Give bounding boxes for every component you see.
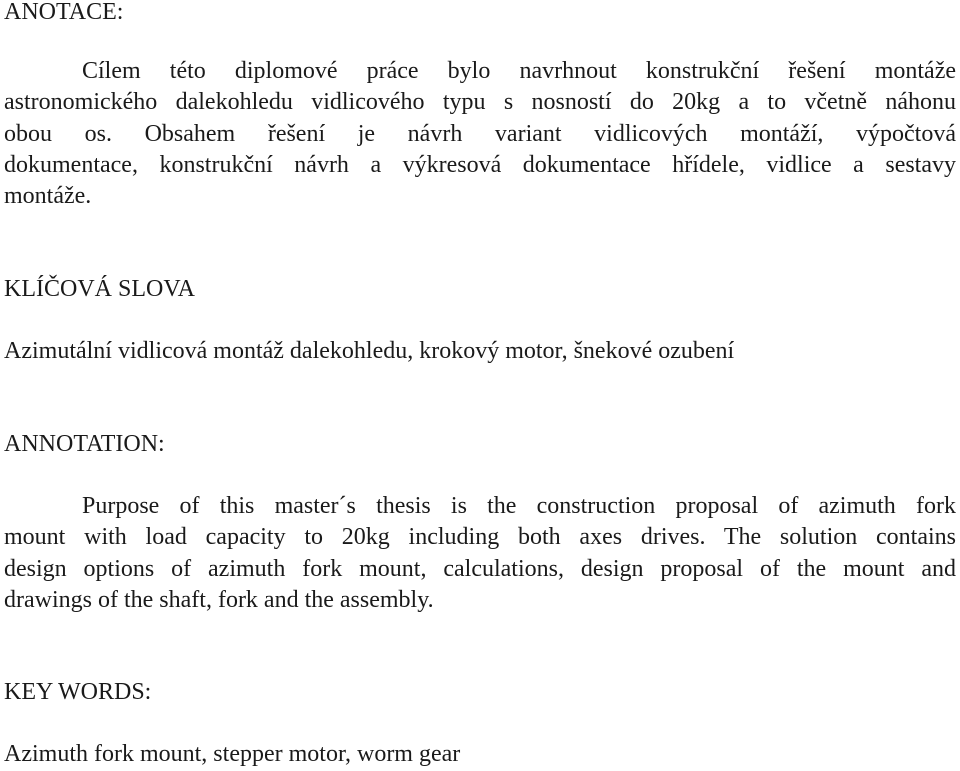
- anotace-heading: ANOTACE:: [4, 0, 124, 25]
- anotace-line: obou os. Obsahem řešení je návrh variant vidlicových montáží, výpočtová: [4, 120, 956, 147]
- annotation-line: design options of azimuth fork mount, calculations, design proposal of the mount and: [4, 555, 956, 582]
- annotation-line: mount with load capacity to 20kg including both axes drives. The solution contains: [4, 524, 956, 551]
- anotace-line: montáže.: [4, 183, 92, 210]
- anotace-paragraph: [4, 56, 956, 212]
- anotace-line: dokumentace, konstrukční návrh a výkresová dokumentace hřídele, vidlice a sestavy: [4, 151, 956, 178]
- key-words-text: Azimuth fork mount, stepper motor, worm gear: [4, 741, 461, 767]
- annotation-paragraph: [4, 491, 956, 616]
- key-words-heading: KEY WORDS:: [4, 679, 152, 705]
- annotation-line: Purpose of this master´s thesis is the construction proposal of azimuth fork: [82, 493, 956, 519]
- anotace-line: astronomického dalekohledu vidlicového typu s nosností do 20kg a to včetně náhonu: [4, 89, 956, 116]
- annotation-line: drawings of the shaft, fork and the assembly.: [4, 586, 434, 613]
- annotation-heading: ANNOTATION:: [4, 431, 165, 457]
- klicova-slova-heading: KLÍČOVÁ SLOVA: [4, 276, 195, 302]
- klicova-slova-text: Azimutální vidlicová montáž dalekohledu, krokový motor, šnekové ozubení: [4, 338, 735, 364]
- anotace-line: Cílem této diplomové práce bylo navrhnout konstrukční řešení montáže: [82, 58, 956, 84]
